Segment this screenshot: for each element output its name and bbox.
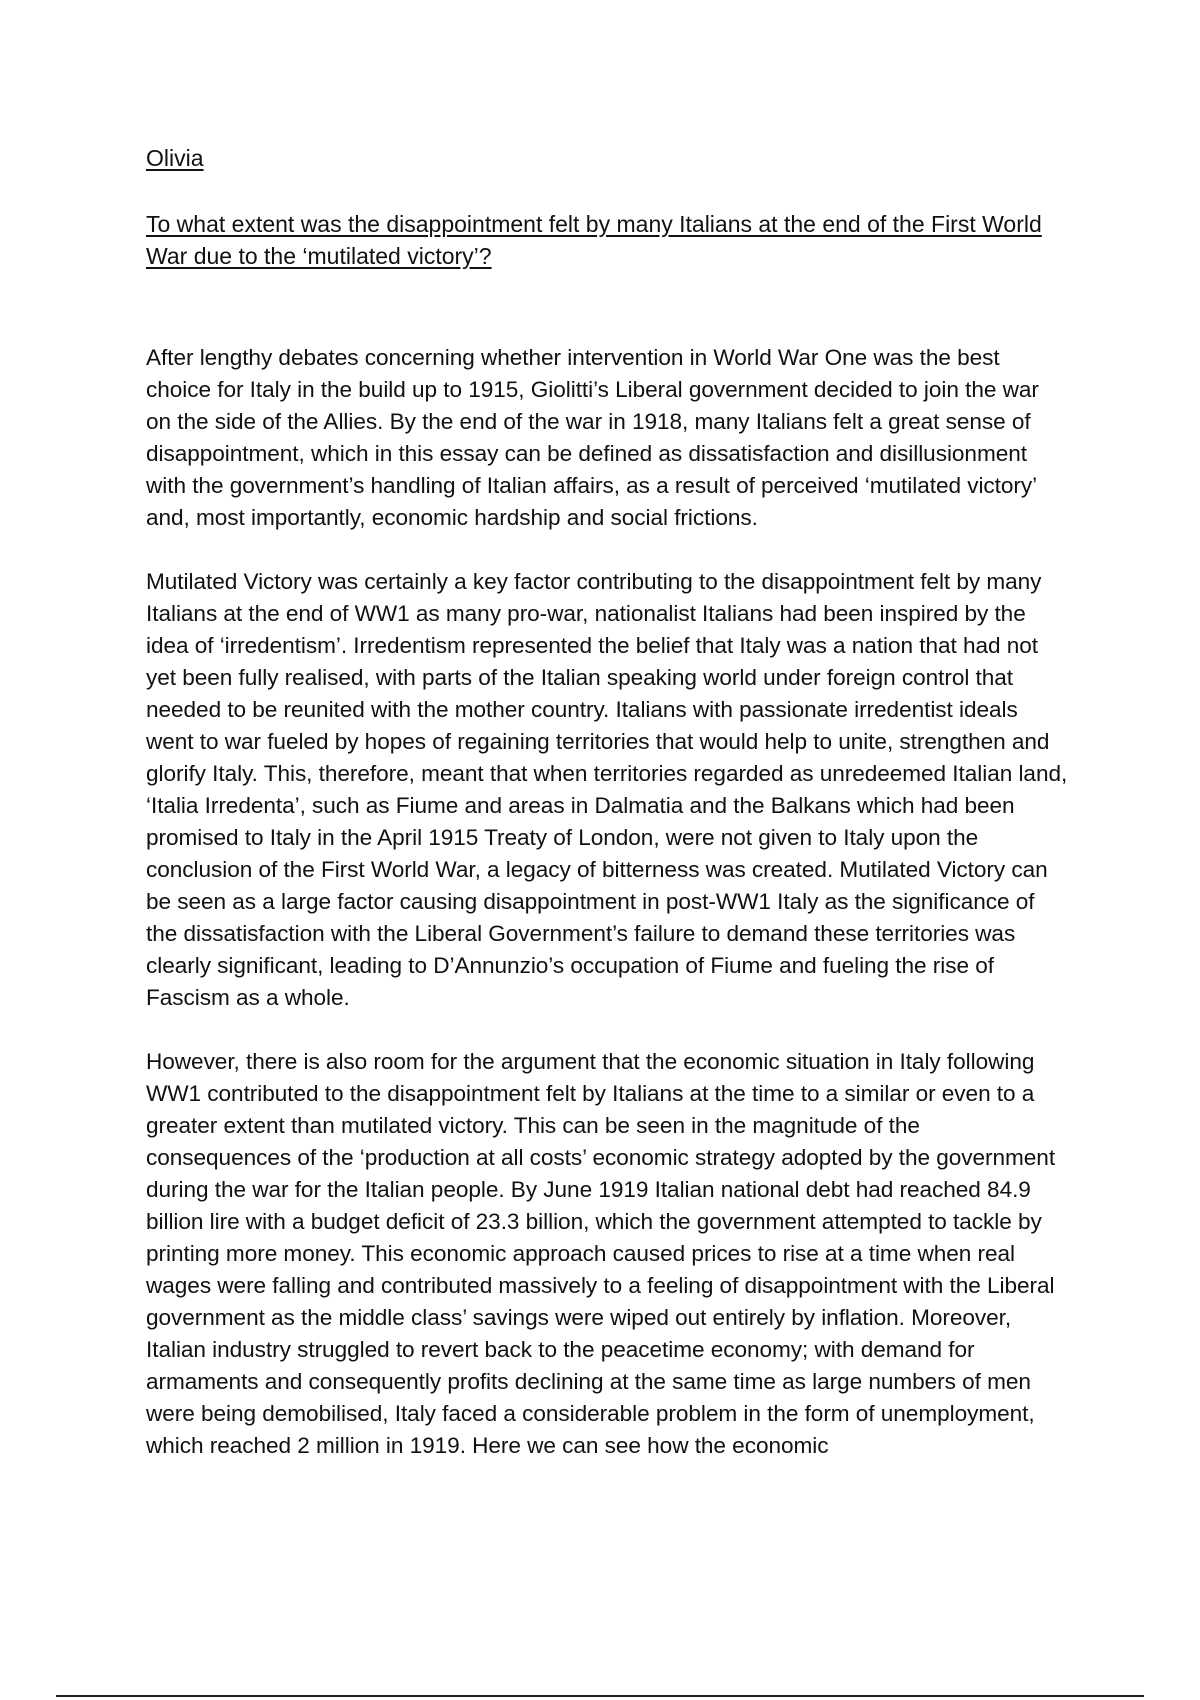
- essay-body: [146, 142, 1068, 1462]
- page-bottom-rule: [56, 1695, 1144, 1697]
- paragraph-economic-situation: However, there is also room for the argument that the economic situation in Italy following WW1 contributed to the disappointment felt by Italians at the time to a similar or even to a greater extent than mutilated victory. This can be seen in the magnitude of the consequences of the ‘production at all costs’ economic strategy adopted by the government during the war for the Italian people. By June 1919 Italian national debt had reached 84.9 billion lire with a budget deficit of 23.3 billion, which the government attempted to tackle by printing more money. This economic approach caused prices to rise at a time when real wages were falling and contributed massively to a feeling of disappointment with the Liberal government as the middle class’ savings were wiped out entirely by inflation. Moreover, Italian industry struggled to revert back to the peacetime economy; with demand for armaments and consequently profits declining at the same time as large numbers of men were being demobilised, Italy faced a considerable problem in the form of unemployment, which reached 2 million in 1919. Here we can see how the economic: [146, 1049, 1056, 1458]
- essay-question: To what extent was the disappointment felt by many Italians at the end of the First World War due to the ‘mutilated victory’?: [146, 211, 1042, 269]
- paragraph-introduction: After lengthy debates concerning whether intervention in World War One was the best choice for Italy in the build up to 1915, Giolitti’s Liberal government decided to join the war on the side of the Allies. By the end of the war in 1918, many Italians felt a great sense of disappointment, which in this essay can be defined as dissatisfaction and disillusionment with the government’s handling of Italian affairs, as a result of perceived ‘mutilated victory’ and, most importantly, economic hardship and social frictions.: [146, 345, 1039, 530]
- author-name: Olivia: [146, 145, 204, 171]
- paragraph-mutilated-victory: Mutilated Victory was certainly a key factor contributing to the disappointment felt by many Italians at the end of WW1 as many pro-war, nationalist Italians had been inspired by the idea of ‘irredentism’. Irredentism represented the belief that Italy was a nation that had not yet been fully realised, with parts of the Italian speaking world under foreign control that needed to be reunited with the mother country. Italians with passionate irredentist ideals went to war fueled by hopes of regaining territories that would help to unite, strengthen and glorify Italy. This, therefore, meant that when territories regarded as unredeemed Italian land, ‘Italia Irredenta’, such as Fiume and areas in Dalmatia and the Balkans which had been promised to Italy in the April 1915 Treaty of London, were not given to Italy upon the conclusion of the First World War, a legacy of bitterness was created. Mutilated Victory can be seen as a large factor causing disappointment in post-WW1 Italy as the significance of the dissatisfaction with the Liberal Government’s failure to demand these territories was clearly significant, leading to D’Annunzio’s occupation of Fiume and fueling the rise of Fascism as a whole.: [146, 569, 1068, 1010]
